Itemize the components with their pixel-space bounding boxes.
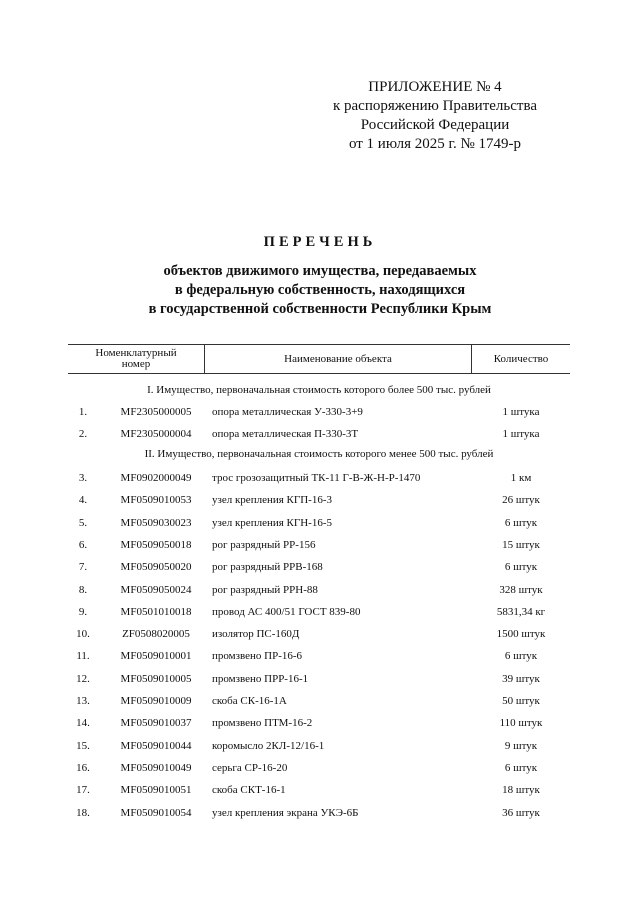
row-nomenclature-code: MF0509010051 [120, 784, 192, 797]
row-nomenclature-code: MF0509010053 [120, 494, 192, 507]
row-object-name: скоба СК-16-1А [212, 695, 287, 707]
row-number: 16. [76, 761, 90, 774]
row-quantity: 5831,34 кг [496, 605, 546, 618]
row-nomenclature-code: ZF0508020005 [122, 628, 190, 641]
objects-table [68, 344, 570, 819]
row-number: 12. [76, 672, 90, 685]
row-quantity: 1 штука [502, 428, 540, 441]
row-number: 5. [78, 516, 88, 529]
document-subtitle [0, 262, 640, 319]
document-heading: ПЕРЕЧЕНЬ [263, 234, 377, 250]
row-number: 2. [78, 428, 88, 441]
row-quantity: 1 км [510, 472, 532, 484]
subtitle-line: объектов движимого имущества, передаваемых [163, 263, 477, 279]
row-nomenclature-code: MF0509010044 [120, 739, 192, 752]
row-object-name: провод АС 400/51 ГОСТ 839-80 [212, 605, 361, 618]
row-quantity: 110 штук [499, 717, 543, 730]
table-row [68, 807, 570, 823]
row-nomenclature-code: MF0509050020 [120, 561, 192, 574]
row-nomenclature-code: MF0509010005 [120, 672, 192, 685]
header-nomenclature [68, 345, 205, 373]
row-object-name: узел крепления экрана УКЭ-6Б [212, 806, 359, 819]
subtitle-line: в федеральную собственность, находящихся [174, 282, 466, 298]
row-quantity: 9 штук [504, 739, 538, 752]
row-object-name: узел крепления КГН-16-5 [212, 516, 333, 529]
row-number: 1. [78, 406, 88, 418]
table-row [68, 717, 570, 733]
table-row [68, 628, 570, 644]
table-header [68, 344, 570, 374]
table-row [68, 762, 570, 778]
row-object-name: промзвено ПР-16-6 [212, 650, 303, 663]
row-object-name: коромысло 2КЛ-12/16-1 [212, 739, 325, 752]
table-row [68, 406, 570, 422]
row-number: 13. [76, 695, 90, 707]
row-quantity: 6 штук [504, 561, 538, 574]
table-row [68, 494, 570, 510]
appendix-ref-line: Российской Федерации [360, 117, 510, 133]
row-number: 7. [78, 561, 88, 574]
section-heading: II. Имущество, первоначальная стоимость которого менее 500 тыс. рублей [144, 448, 494, 460]
table-row [68, 428, 570, 444]
table-row [68, 784, 570, 800]
row-nomenclature-code: MF0509030023 [120, 516, 192, 529]
row-nomenclature-code: MF0509010054 [120, 806, 192, 819]
row-number: 6. [78, 538, 88, 551]
row-nomenclature-code: MF2305000005 [120, 406, 192, 418]
row-quantity: 1500 штук [496, 628, 546, 641]
table-row [68, 695, 570, 711]
row-nomenclature-code: MF2305000004 [120, 428, 192, 441]
row-number: 10. [76, 628, 90, 641]
row-object-name: опора металлическая П-330-3Т [212, 428, 359, 441]
row-number: 15. [76, 739, 90, 752]
header-object-name: Наименование объекта [205, 345, 472, 373]
row-quantity: 1 штука [502, 406, 540, 418]
row-number: 17. [76, 784, 90, 797]
row-object-name: рог разрядный РРВ-168 [212, 561, 323, 574]
row-number: 8. [78, 583, 88, 596]
row-number: 18. [76, 806, 90, 819]
table-row [68, 584, 570, 600]
table-row [68, 740, 570, 756]
header-nomenclature-line: номер [121, 358, 151, 370]
row-quantity: 6 штук [504, 650, 538, 663]
table-row [68, 673, 570, 689]
row-object-name: опора металлическая У-330-3+9 [212, 406, 363, 418]
row-number: 9. [78, 605, 88, 618]
appendix-ref-line: к распоряжению Правительства [332, 98, 537, 114]
row-nomenclature-code: MF0509050018 [120, 538, 192, 551]
row-object-name: промзвено ПТМ-16-2 [212, 717, 313, 730]
appendix-block [330, 78, 540, 154]
row-object-name: промзвено ПРР-16-1 [212, 672, 309, 685]
row-nomenclature-code: MF0509010009 [120, 695, 192, 707]
appendix-date-line: от 1 июля 2025 г. № 1749-р [348, 136, 522, 152]
row-object-name: рог разрядный РРН-88 [212, 583, 318, 596]
row-object-name: рог разрядный РР-156 [212, 538, 316, 551]
row-object-name: трос грозозащитный ТК-11 Г-В-Ж-Н-Р-1470 [212, 472, 421, 484]
row-quantity: 6 штук [504, 516, 538, 529]
table-row [68, 517, 570, 533]
table-row [68, 561, 570, 577]
row-object-name: узел крепления КГП-16-3 [212, 494, 333, 507]
section-heading: I. Имущество, первоначальная стоимость которого более 500 тыс. рублей [147, 384, 491, 396]
row-nomenclature-code: MF0509050024 [120, 583, 192, 596]
table-row [68, 650, 570, 666]
header-quantity: Количество [493, 352, 549, 365]
table-row [68, 606, 570, 622]
row-nomenclature-code: MF0509010037 [120, 717, 192, 730]
row-nomenclature-code: MF0509010049 [120, 761, 192, 774]
row-quantity: 328 штук [499, 583, 543, 596]
row-object-name: скоба СКТ-16-1 [212, 784, 286, 797]
row-number: 3. [78, 472, 88, 484]
row-nomenclature-code: MF0501010018 [120, 605, 192, 618]
row-nomenclature-code: MF0509010001 [120, 650, 192, 663]
row-quantity: 50 штук [502, 695, 540, 707]
row-object-name: изолятор ПС-160Д [212, 628, 300, 641]
header-nomenclature-line: Номенклатурный [95, 347, 177, 359]
row-quantity: 39 штук [502, 672, 540, 685]
row-quantity: 36 штук [502, 806, 540, 819]
row-nomenclature-code: MF0902000049 [120, 472, 192, 484]
appendix-title: ПРИЛОЖЕНИЕ № 4 [368, 79, 502, 95]
subtitle-line: в государственной собственности Республики Крым [148, 301, 492, 317]
table-row [68, 472, 570, 488]
row-quantity: 6 штук [504, 761, 538, 774]
row-quantity: 26 штук [502, 494, 540, 507]
table-row [68, 539, 570, 555]
row-quantity: 18 штук [502, 784, 540, 797]
row-number: 4. [78, 494, 88, 507]
row-object-name: серьга СР-16-20 [212, 761, 288, 774]
row-number: 11. [76, 650, 90, 663]
row-quantity: 15 штук [502, 538, 540, 551]
row-number: 14. [76, 717, 90, 730]
